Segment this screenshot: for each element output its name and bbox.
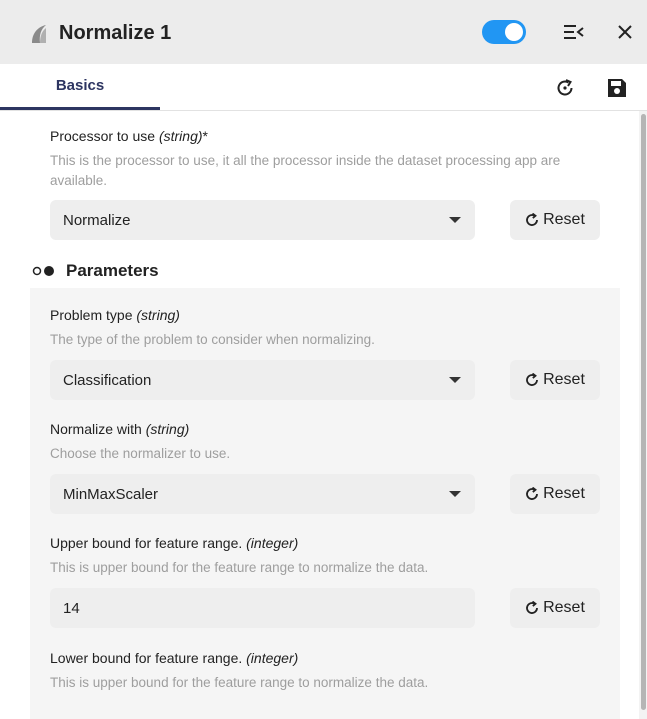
reset-label: Reset	[543, 599, 585, 616]
normalize-with-label-text: Normalize with	[50, 421, 142, 437]
processor-value: Normalize	[63, 211, 131, 229]
parameters-icon	[32, 265, 56, 277]
upper-bound-label	[50, 535, 298, 551]
close-icon[interactable]	[614, 21, 636, 43]
tab-bar	[0, 64, 647, 111]
problem-type-description: The type of the problem to consider when normalizing.	[50, 332, 375, 347]
normalize-with-select[interactable]	[50, 474, 475, 514]
normalize-with-reset-button[interactable]	[510, 474, 600, 514]
form-content[interactable]	[0, 111, 639, 719]
upper-bound-description: This is upper bound for the feature range to normalize the data.	[50, 560, 429, 575]
chevron-down-icon	[449, 377, 461, 383]
reset-label: Reset	[543, 211, 585, 228]
reset-label: Reset	[543, 371, 585, 388]
problem-type-select[interactable]	[50, 360, 475, 400]
problem-type-label-text: Problem type	[50, 307, 133, 323]
upper-bound-value: 14	[63, 599, 80, 617]
processor-label	[50, 128, 208, 144]
window-title: Normalize 1	[59, 22, 172, 44]
upper-bound-input[interactable]	[50, 588, 475, 628]
processor-type: (string)	[158, 128, 203, 144]
problem-type-type: (string)	[136, 307, 180, 323]
reset-icon	[525, 601, 539, 615]
lower-bound-label-text: Lower bound for feature range.	[50, 650, 243, 666]
reset-icon	[525, 213, 539, 227]
refresh-icon[interactable]	[553, 76, 577, 100]
scrollbar-thumb[interactable]	[641, 114, 646, 710]
normalize-with-value: MinMaxScaler	[63, 485, 159, 503]
save-icon[interactable]	[605, 76, 629, 100]
processor-description: This is the processor to use, it all the processor inside the dataset processing app are available.	[50, 153, 561, 188]
reset-icon	[525, 487, 539, 501]
processor-select[interactable]	[50, 200, 475, 240]
upper-bound-label-text: Upper bound for feature range.	[50, 535, 243, 551]
menu-collapse-icon[interactable]	[562, 21, 586, 43]
lower-bound-label	[50, 650, 298, 666]
normalize-with-description: Choose the normalizer to use.	[50, 446, 231, 461]
lower-bound-description: This is upper bound for the feature range to normalize the data.	[50, 675, 429, 690]
upper-bound-type: (integer)	[246, 535, 299, 551]
chevron-down-icon	[449, 491, 461, 497]
problem-type-reset-button[interactable]	[510, 360, 600, 400]
normalize-with-label	[50, 421, 189, 437]
problem-type-label	[50, 307, 180, 323]
problem-type-value: Classification	[63, 371, 152, 389]
required-mark: *	[202, 128, 208, 144]
enable-toggle[interactable]	[482, 20, 526, 44]
tab-basics[interactable]: Basics	[0, 64, 160, 110]
logo-icon	[30, 24, 48, 44]
chevron-down-icon	[449, 217, 461, 223]
parameters-title: Parameters	[66, 261, 159, 280]
toggle-knob	[505, 23, 523, 41]
upper-bound-reset-button[interactable]	[510, 588, 600, 628]
lower-bound-type: (integer)	[246, 650, 299, 666]
reset-icon	[525, 373, 539, 387]
normalize-with-type: (string)	[145, 421, 190, 437]
window-header	[0, 0, 647, 64]
reset-label: Reset	[543, 485, 585, 502]
processor-label-text: Processor to use	[50, 128, 156, 144]
processor-reset-button[interactable]	[510, 200, 600, 240]
